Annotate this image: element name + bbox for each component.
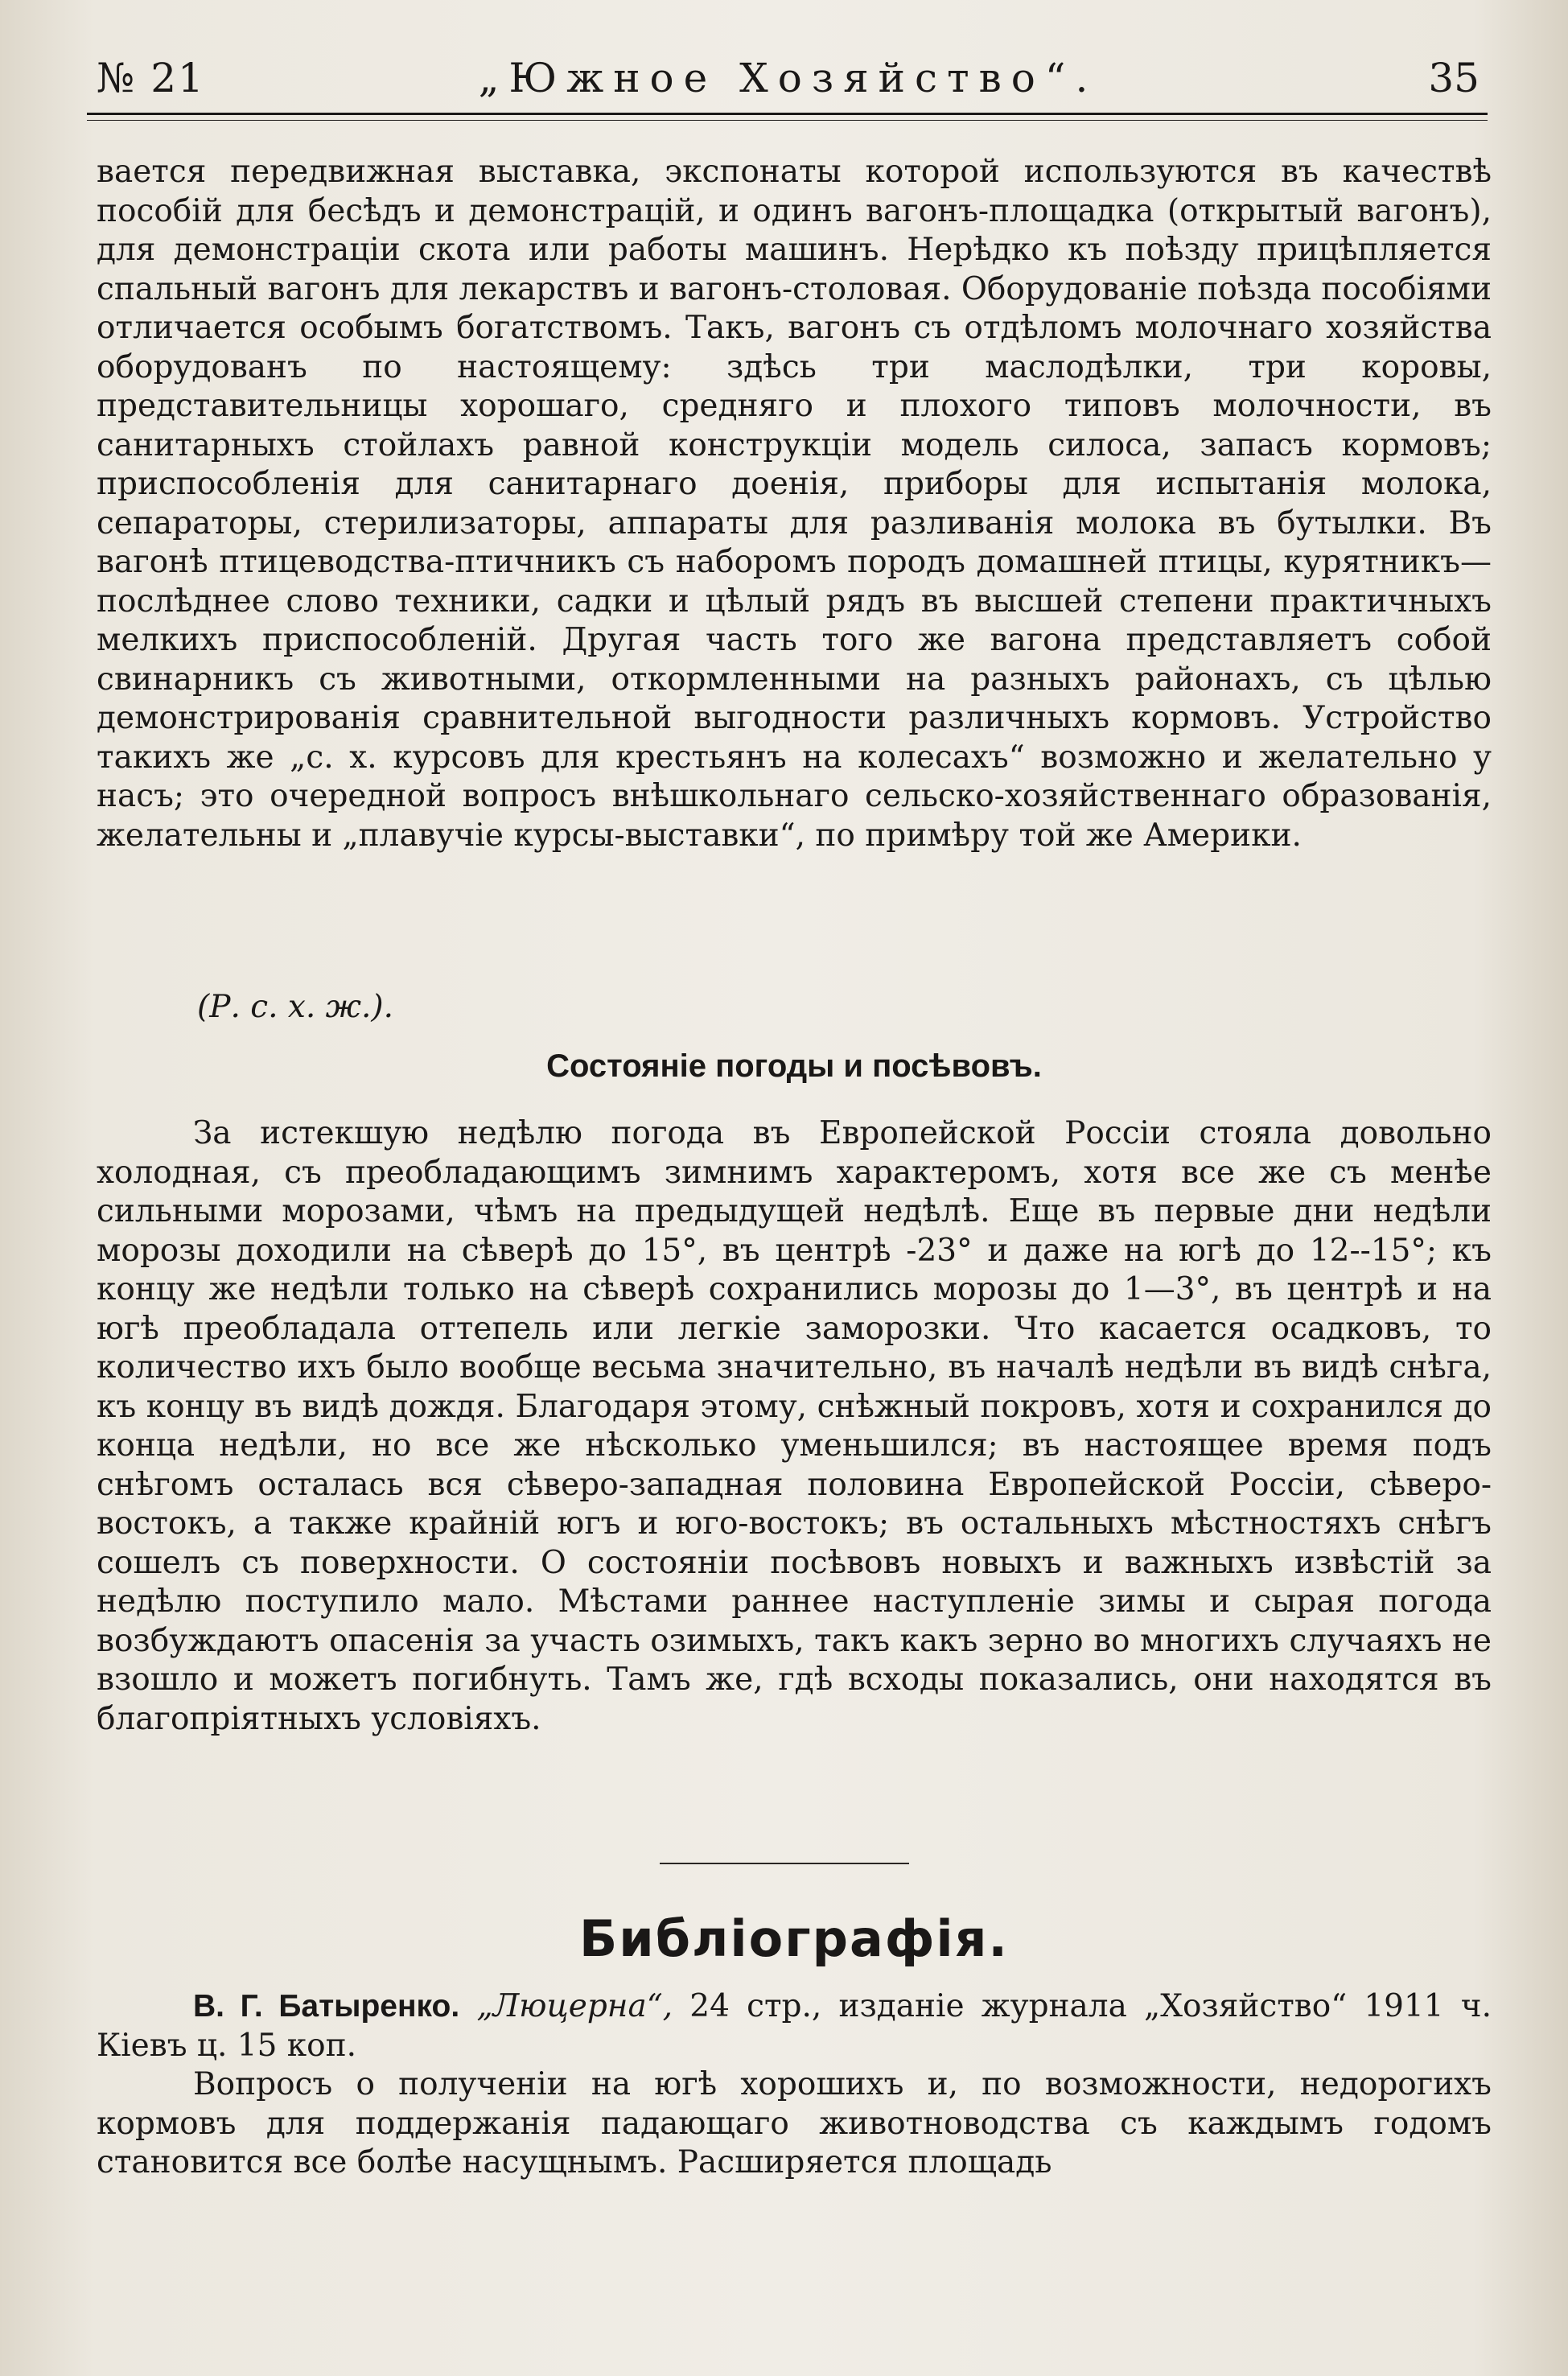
article-continuation: вается передвижная выставка, экспонаты которой используются въ качествѣ пособій для бесѣдъ и демонстрацій, и одинъ вагонъ-площадка (открытый вагонъ), для демонстраціи скота или работы машинъ. Нерѣдко къ поѣзду прицѣпляется спальный вагонъ для лекарствъ и вагонъ-столовая. Оборудованіе поѣзда пособіями отличается особымъ богатствомъ. Такъ, вагонъ съ отдѣломъ молочнаго хозяйства оборудованъ по настоящему: здѣсь три маслодѣлки, три коровы, представительницы хорошаго, средняго и плохого типовъ молочности, въ санитарныхъ стойлахъ равной конструкціи модель силоса, запасъ кормовъ; приспособленія для санитарнаго доенія, приборы для испытанія молока, сепараторы, стерилизаторы, аппараты для разливанія молока въ бутылки. Въ вагонѣ птицеводства-птичникъ съ наборомъ породъ домашней птицы, курятникъ—послѣднее слово техники, садки и цѣлый рядъ въ высшей степени практичныхъ мелкихъ приспособленій. Другая часть того же вагона представляетъ собой свинарникъ съ животными, откормленными на разныхъ районахъ, съ цѣлью демонстрированія сравнительной выгодности различныхъ кормовъ. Устройство такихъ же „с. х. курсовъ для крестьянъ на колесахъ“ возможно и желательно у насъ; это очередной вопросъ внѣшкольнаго сельско-хозяйственнаго образованія, желательны и „плавучіе курсы-выставки“, по примѣру той же Америки. xyxy=(97,154,1492,854)
journal-title: „Южное Хозяйство“. xyxy=(478,55,1098,101)
bibliography-review: Вопросъ о полученіи на югѣ хорошихъ и, по возможности, недорогихъ кормовъ для поддержанія падающаго животноводства съ каждымъ годомъ становится все болѣе насущнымъ. Расширяется площадь xyxy=(97,2066,1492,2180)
header-rule xyxy=(87,113,1488,121)
bibliography-title: Библіографія. xyxy=(579,1909,1009,1968)
bibliography-entry xyxy=(97,1987,1492,2065)
book-details: 24 стр., изданіе журнала „Хозяйство“ 1911 ч. Кіевъ ц. 15 коп. xyxy=(97,1988,1492,2064)
running-header xyxy=(97,50,1480,106)
page-number: 35 xyxy=(1428,55,1480,101)
book-title: „Люцерна“, xyxy=(476,1988,673,2024)
article-source: (Р. с. х. ж.). xyxy=(197,989,394,1025)
weather-report: За истекшую недѣлю погода въ Европейской Россіи стояла довольно холодная, съ преобладающимъ зимнимъ характеромъ, хотя все же съ менѣе сильными морозами, чѣмъ на предыдущей недѣлѣ. Еще въ первые дни недѣли морозы доходили на сѣверѣ до 15°, въ центрѣ -23° и даже на югѣ до 12--15°; къ концу же недѣли только на сѣверѣ сохранились морозы до 1—3°, въ центрѣ и на югѣ преобладала оттепель или легкіе заморозки. Что касается осадковъ, то количество ихъ было вообще весьма значительно, въ началѣ недѣли въ видѣ снѣга, къ концу въ видѣ дождя. Благодаря этому, снѣжный покровъ, хотя и сохранился до конца недѣли, но все же нѣсколько уменьшился; въ настоящее время подъ снѣгомъ осталась вся сѣверо-западная половина Европейской Россіи, сѣверо-востокъ, а также крайній югъ и юго-востокъ; въ остальныхъ мѣстностяхъ снѣгъ сошелъ съ поверхности. О состояніи посѣвовъ новыхъ и важныхъ извѣстій за недѣлю поступило мало. Мѣстами раннее наступленіе зимы и сырая погода возбуждаютъ опасенія за участь озимыхъ, такъ какъ зерно во многихъ случаяхъ не взошло и можетъ погибнуть. Тамъ же, гдѣ всходы показались, они находятся въ благопріятныхъ условіяхъ. xyxy=(97,1115,1492,1737)
section-divider xyxy=(660,1863,909,1864)
issue-number: № 21 xyxy=(97,55,205,101)
book-author: В. Г. Батыренко. xyxy=(193,1989,460,2024)
weather-section-title: Состояніе погоды и посѣвовъ. xyxy=(546,1048,1042,1084)
